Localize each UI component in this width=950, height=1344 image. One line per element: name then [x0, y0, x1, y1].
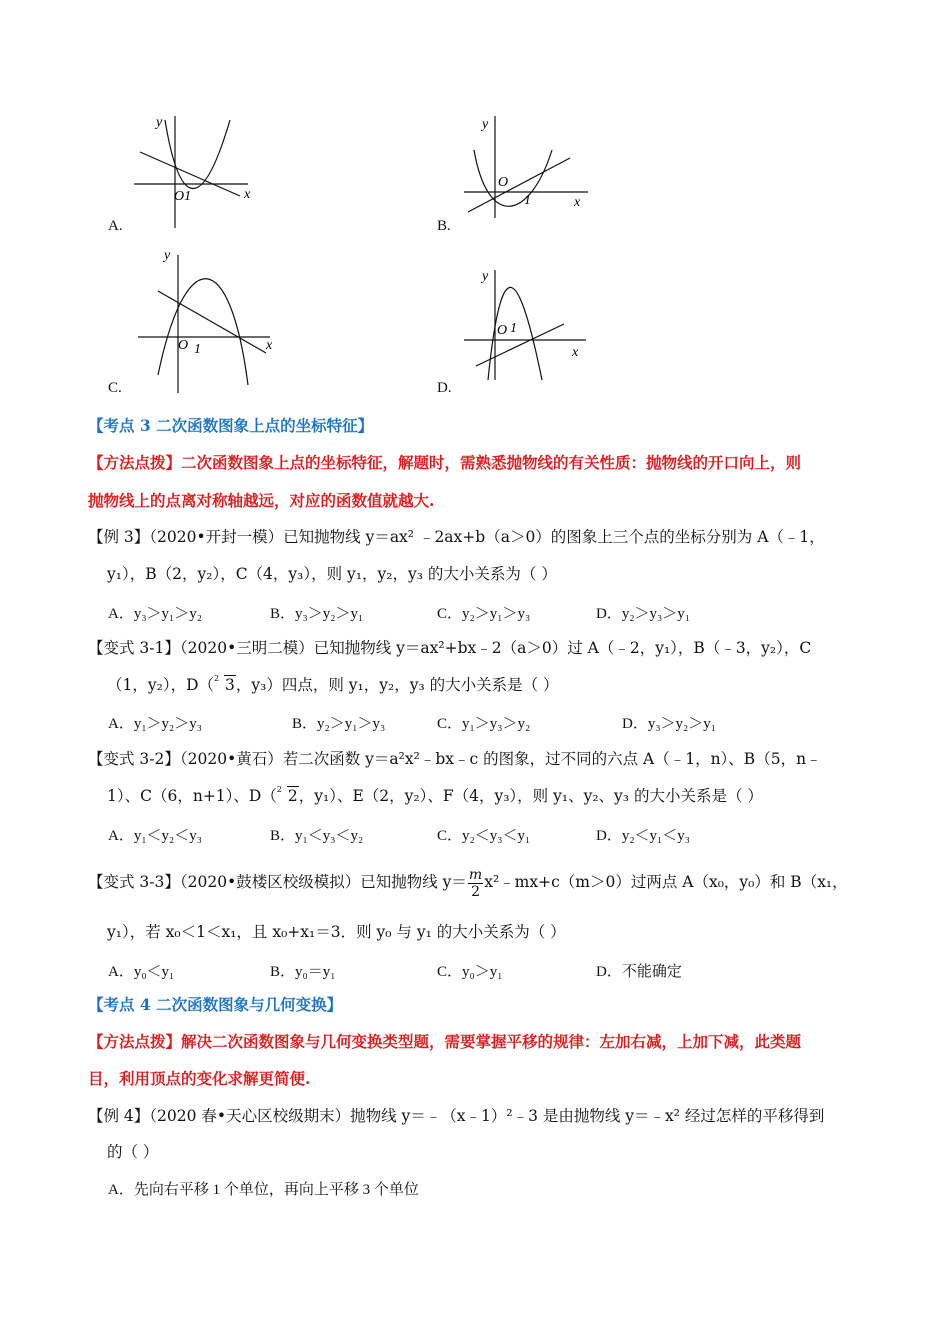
- v33-choice-a: A．y₀＜y₁: [108, 964, 175, 980]
- ex4-tag: 【例 4】: [88, 1107, 150, 1125]
- graph-a-letter: A.: [108, 218, 123, 234]
- v33-choice-c: C．y₀＞y₁: [437, 964, 503, 980]
- kaodian4-method-line2: 目，利用顶点的变化求解更简便.: [88, 1069, 311, 1088]
- straight-line: [158, 291, 266, 353]
- graph-c: [130, 245, 280, 395]
- v32-choice-b: B．y₁＜y₃＜y₂: [270, 828, 364, 844]
- x-label: x: [572, 345, 579, 360]
- x-label: x: [244, 187, 251, 202]
- kaodian3-method-line1: 二次函数图象上点的坐标特征，解题时，需熟悉抛物线的有关性质：抛物线的开口向上，则: [181, 453, 802, 472]
- v31-root: 2 3: [214, 674, 235, 694]
- origin-label: O1: [174, 189, 192, 204]
- graph-b-letter: B.: [437, 218, 451, 234]
- v31-tag: 【变式 3-1】: [88, 639, 180, 657]
- v33-line2: y₁），若 x₀＜1＜x₁，且 x₀+x₁＝3．则 y₀ 与 y₁ 的大小关系为（ ）: [107, 923, 566, 941]
- graph-d-letter: D.: [437, 380, 452, 396]
- graph-d: [460, 262, 590, 382]
- ex3-choice-a: A．y₃＞y₁＞y₂: [108, 606, 203, 622]
- v32-root: 2 2: [276, 785, 298, 805]
- v32-choice-d: D．y₂＜y₁＜y₃: [596, 828, 691, 844]
- origin-label: O: [178, 338, 189, 353]
- v31-line2-a: （1，y₂），D（: [107, 676, 215, 694]
- ex4-line1: （2020 春•天心区校级期末）抛物线 y＝﹣（x﹣1）²﹣3 是由抛物线 y＝﹣x² 经过怎样的平移得到: [149, 1107, 825, 1125]
- y-label: y: [164, 248, 171, 263]
- v32-line1: （2020•黄石）若二次函数 y＝a²x²﹣bx﹣c 的图象，过不同的六点 A（﹣1，n）、B（5，n﹣: [179, 750, 822, 768]
- one-label: 1: [524, 193, 531, 208]
- v33-fraction: $\frac{m}{2}$: [468, 866, 483, 900]
- x-label: x: [266, 338, 273, 353]
- x-label: x: [574, 195, 581, 210]
- graph-a: [130, 110, 260, 240]
- parabola-curve: [158, 279, 248, 385]
- ex3-choice-b: B．y₃＞y₂＞y₁: [270, 606, 364, 622]
- v33-line1-b: x²﹣mx+c（m＞0）过两点 A（x₀，y₀）和 B（x₁，: [484, 873, 848, 891]
- kaodian3-method-line2: 抛物线上的点离对称轴越远，对应的函数值就越大.: [88, 491, 435, 510]
- v32-choice-a: A．y₁＜y₂＜y₃: [108, 828, 203, 844]
- v31-choice-a: A．y₁＞y₂＞y₃: [108, 716, 203, 732]
- v32-line2-b: ，y₁）、E（2，y₂）、F（4，y₃），则 y₁、y₂、y₃ 的大小关系是（ ）: [298, 787, 763, 805]
- ex4-line2: 的（ ）: [107, 1143, 159, 1161]
- y-label: y: [482, 269, 489, 284]
- v31-choice-d: D．y₃＞y₂＞y₁: [622, 716, 717, 732]
- v32-line2-a: 1）、C（6，n+1）、D（: [107, 787, 277, 805]
- v31-choice-c: C．y₁＞y₃＞y₂: [437, 716, 531, 732]
- straight-line: [476, 324, 564, 366]
- ex4-choice-a: A．先向右平移 1 个单位，再向上平移 3 个单位: [108, 1182, 419, 1198]
- one-label: 1: [510, 321, 517, 336]
- origin-label: O: [497, 323, 508, 338]
- graph-c-letter: C.: [108, 380, 122, 396]
- kaodian4-method-line1: 解决二次函数图象与几何变换类型题，需要掌握平移的规律：左加右减，上加下减，此类题: [181, 1032, 802, 1051]
- v32-choice-c: C．y₂＜y₃＜y₁: [437, 828, 531, 844]
- kaodian4-method-tag: 【方法点拨】: [88, 1032, 182, 1051]
- one-label: 1: [194, 342, 201, 357]
- parabola-curve: [474, 150, 552, 206]
- origin-label: O: [498, 175, 509, 190]
- v33-tag: 【变式 3-3】: [88, 873, 180, 891]
- v33-choice-b: B．y₀＝y₁: [270, 964, 336, 980]
- v31-choice-b: B．y₂＞y₁＞y₃: [292, 716, 386, 732]
- ex3-tag: 【例 3】: [88, 528, 150, 546]
- y-label: y: [482, 117, 489, 132]
- y-label: y: [156, 115, 163, 130]
- graph-b: [460, 110, 590, 220]
- kaodian4-title: 【考点 4 二次函数图象与几何变换】: [88, 995, 343, 1014]
- kaodian3-method-tag: 【方法点拨】: [88, 453, 182, 472]
- kaodian3-title: 【考点 3 二次函数图象上点的坐标特征】: [88, 416, 374, 435]
- ex3-line1: （2020•开封一模）已知抛物线 y＝ax² ﹣2ax+b（a＞0）的图象上三个点的坐标分别为 A（﹣1，: [149, 528, 825, 546]
- v33-line1-a: （2020•鼓楼区校级模拟）已知抛物线 y＝: [179, 873, 467, 891]
- ex3-choice-d: D．y₂＞y₃＞y₁: [596, 606, 691, 622]
- v31-line2-b: ，y₃）四点，则 y₁，y₂，y₃ 的大小关系是（ ）: [235, 676, 559, 694]
- ex3-line2: y₁），B（2，y₂），C（4，y₃），则 y₁，y₂，y₃ 的大小关系为（ ）: [107, 565, 557, 583]
- v32-tag: 【变式 3-2】: [88, 750, 180, 768]
- v31-line1: （2020•三明二模）已知抛物线 y＝ax²+bx﹣2（a＞0）过 A（﹣2，y₁），B（﹣3，y₂），C: [179, 639, 812, 657]
- v33-choice-d: D．不能确定: [596, 964, 682, 980]
- ex3-choice-c: C．y₂＞y₁＞y₃: [437, 606, 531, 622]
